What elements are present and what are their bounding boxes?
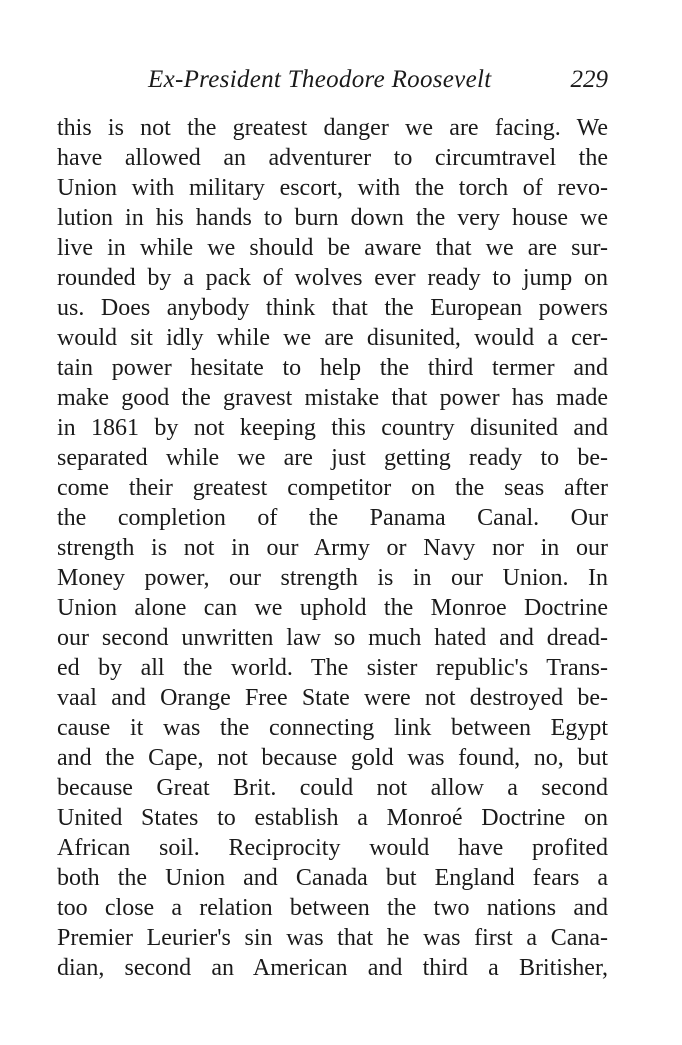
text-line: and the Cape, not because gold was found, no, but: [57, 745, 608, 771]
text-line: United States to establish a Monroé Doctrine on: [57, 805, 608, 831]
text-line: make good the gravest mistake that power has made: [57, 385, 608, 411]
text-line: strength is not in our Army or Navy nor in our: [57, 535, 608, 561]
text-line: lution in his hands to burn down the very house we: [57, 205, 608, 231]
text-line: separated while we are just getting ready to be-: [57, 445, 608, 471]
text-line: Premier Leurier's sin was that he was first a Cana-: [57, 925, 608, 951]
text-line: live in while we should be aware that we are sur-: [57, 235, 608, 261]
running-title: Ex-President Theodore Roosevelt: [148, 66, 492, 93]
text-line: would sit idly while we are disunited, would a cer-: [57, 325, 608, 351]
text-line: tain power hesitate to help the third termer and: [57, 355, 608, 381]
text-line: both the Union and Canada but England fears a: [57, 865, 608, 891]
page-number: 229: [570, 66, 608, 93]
text-line: vaal and Orange Free State were not destroyed be-: [57, 685, 608, 711]
text-line: cause it was the connecting link between Egypt: [57, 715, 608, 741]
text-line: Union alone can we uphold the Monroe Doctrine: [57, 595, 608, 621]
text-line: come their greatest competitor on the seas after: [57, 475, 608, 501]
body-text: [57, 113, 608, 983]
running-head: [148, 62, 608, 98]
text-line: because Great Brit. could not allow a second: [57, 775, 608, 801]
text-line: the completion of the Panama Canal. Our: [57, 505, 608, 531]
text-line: our second unwritten law so much hated and dread-: [57, 625, 608, 651]
text-line: us. Does anybody think that the European powers: [57, 295, 608, 321]
text-line: ed by all the world. The sister republic's Trans-: [57, 655, 608, 681]
text-line: Money power, our strength is in our Union. In: [57, 565, 608, 591]
text-line: African soil. Reciprocity would have profited: [57, 835, 608, 861]
text-line: this is not the greatest danger we are facing. We: [57, 115, 608, 141]
text-line: rounded by a pack of wolves ever ready to jump on: [57, 265, 608, 291]
text-line: in 1861 by not keeping this country disunited and: [57, 415, 608, 441]
text-line: dian, second an American and third a Britisher,: [57, 955, 608, 981]
text-line: have allowed an adventurer to circumtravel the: [57, 145, 608, 171]
text-line: Union with military escort, with the torch of revo-: [57, 175, 608, 201]
text-line: too close a relation between the two nations and: [57, 895, 608, 921]
